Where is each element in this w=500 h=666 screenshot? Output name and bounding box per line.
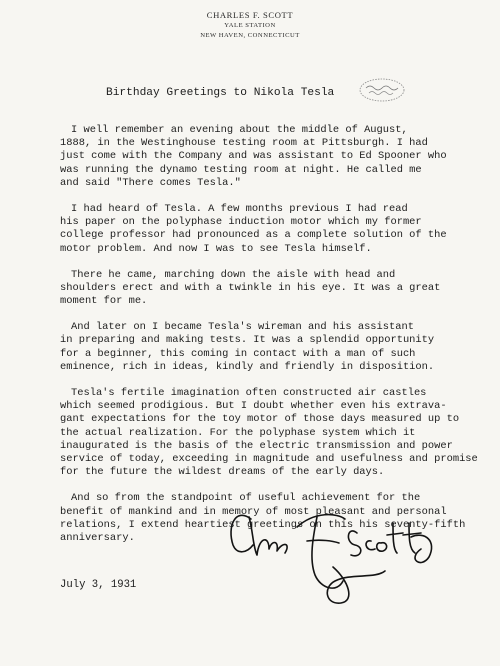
text-line: eminence, rich in ideas, kindly and friendly in disposition. — [60, 360, 435, 373]
letter-title: Birthday Greetings to Nikola Tesla — [106, 87, 335, 99]
text-line: anniversary. — [60, 531, 135, 544]
text-line: the actual realization. For the polyphase system which it — [60, 426, 416, 439]
letter-body — [60, 124, 480, 558]
text-line: I well remember an evening about the middle of August, — [71, 124, 408, 136]
letter-paragraph — [60, 387, 480, 479]
letter-paragraph — [60, 203, 480, 256]
text-line: 1888, in the Westinghouse testing room at Pittsburgh. I had — [60, 137, 428, 150]
letterhead-line-1: YALE STATION — [224, 22, 276, 29]
letterhead-line-2: NEW HAVEN, CONNECTICUT — [200, 32, 300, 39]
text-line: service of today, exceeding in magnitude and usefulness and promise — [60, 452, 478, 465]
text-line: And later on I became Tesla's wireman and his assistant — [71, 321, 414, 334]
letter-date: July 3, 1931 — [60, 579, 137, 591]
text-line: motor problem. And now I was to see Tesla himself. — [60, 242, 372, 255]
text-line: moment for me. — [60, 295, 148, 308]
text-line: relations, I extend heartiest greetings on this his seventy-fifth — [60, 518, 466, 531]
letter-paragraph — [60, 321, 480, 374]
text-line: And so from the standpoint of useful achievement for the — [71, 492, 421, 505]
letterhead — [0, 9, 500, 41]
text-line: I had heard of Tesla. A few months previous I had read — [71, 202, 408, 215]
text-line: inaugurated is the basis of the electric transmission and power — [60, 439, 453, 452]
text-line: gant expectations for the toy motor of those days measured up to — [60, 413, 460, 426]
text-line: shoulders erect and with a twinkle in his eye. It was a great — [60, 281, 441, 294]
text-line: There he came, marching down the aisle with head and — [71, 268, 396, 281]
text-line: for the future the wildest dreams of the early days. — [60, 466, 385, 479]
letter-paragraph — [60, 124, 480, 190]
text-line: and said "There comes Tesla." — [60, 176, 241, 189]
text-line: for a beginner, this coming in contact with a man of such — [60, 347, 416, 360]
received-stamp — [357, 76, 407, 104]
letter-paragraph — [60, 269, 480, 309]
text-line: which seemed prodigious. But I doubt whether even his extrava- — [60, 400, 447, 413]
text-line: Tesla's fertile imagination often constructed air castles — [71, 387, 427, 399]
letterhead-name: CHARLES F. SCOTT — [206, 10, 294, 20]
text-line: college professor had pronounced as a complete solution of the — [60, 229, 447, 242]
text-line: in preparing and making tests. It was a splendid opportunity — [60, 334, 435, 347]
handwritten-signature — [225, 497, 440, 607]
text-line: was running the dynamo testing room at night. He called me — [60, 163, 422, 176]
text-line: his paper on the polyphase induction motor which my former — [60, 216, 422, 229]
text-line: benefit of mankind and in memory of most pleasant and personal — [60, 505, 447, 518]
text-line: just come with the Company and was assistant to Ed Spooner who — [60, 150, 447, 163]
